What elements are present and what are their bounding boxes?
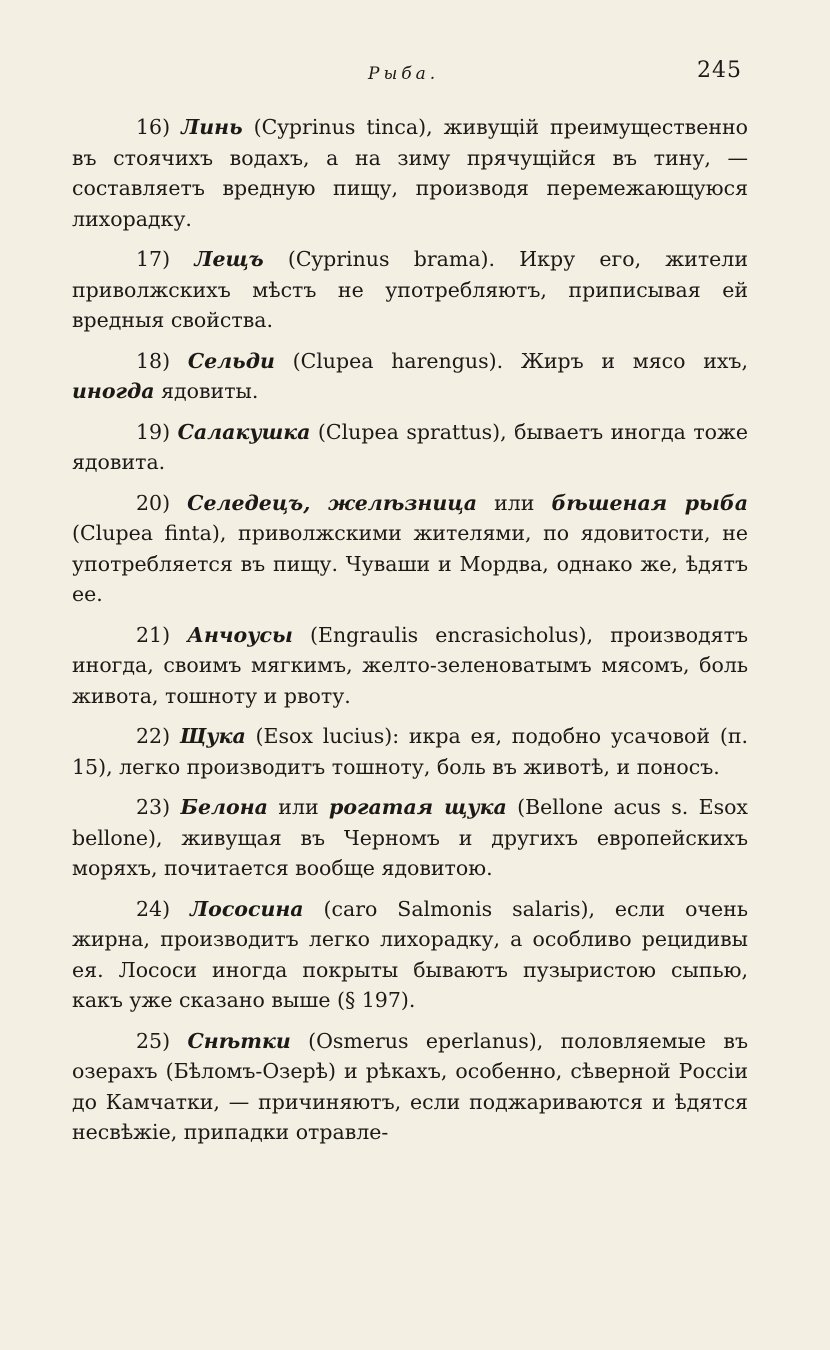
fish-name: Белона	[180, 795, 268, 819]
fish-name: Анчоусы	[187, 622, 293, 647]
entry-text: (caro Salmonis salaris), если очень жирна, производитъ легко лихорадку, а особливо рецидивы ея. Лососи иногда покрыты бываютъ пузыристою сыпью, какъ уже сказано выше (§ 197).	[72, 896, 748, 1012]
entry-number: 23)	[136, 795, 171, 819]
entry-number: 16)	[136, 115, 171, 139]
entry-text: (Clupea sprattus), бываетъ иногда тоже ядовита.	[72, 419, 748, 474]
fish-name: Сельди	[187, 348, 275, 373]
fish-name-alt: бѣшеная рыба	[551, 490, 748, 515]
entry-number: 24)	[136, 896, 171, 921]
page-number: 245	[697, 58, 742, 83]
fish-name: Лещъ	[194, 247, 264, 271]
fish-name: Линь	[181, 115, 243, 139]
emphasis: иногда	[72, 379, 155, 403]
entry-18	[72, 346, 748, 407]
entry-24	[72, 894, 748, 1016]
entry-text: или	[477, 490, 552, 515]
body-text	[72, 112, 748, 1158]
entry-number: 19)	[136, 419, 171, 444]
entry-text: (Cyprinus tinca), живущій преимущественно въ стоячихъ водахъ, а на зиму прячущійся въ тину, — составляетъ вредную пищу, производя перемежающуюся лихорадку.	[72, 115, 748, 231]
entry-22	[72, 721, 748, 782]
fish-name-alt: рогатая щука	[328, 795, 507, 819]
entry-text: или	[267, 795, 329, 819]
entry-21	[72, 620, 748, 712]
fish-name: Снѣтки	[187, 1028, 291, 1053]
entry-19	[72, 417, 748, 478]
entry-text: (Esox lucius): икра ея, подобно усачовой (п. 15), легко производитъ тошноту, боль въ животѣ, и поносъ.	[72, 724, 748, 779]
entry-number: 18)	[136, 348, 171, 373]
running-head	[0, 58, 830, 92]
entry-number: 21)	[136, 622, 171, 647]
entry-16	[72, 112, 748, 234]
entry-25	[72, 1026, 748, 1148]
entry-number: 22)	[136, 724, 171, 748]
entry-text: (Cyprinus brama). Икру его, жители приволжскихъ мѣстъ не употребляютъ, приписывая ей вредныя свойства.	[72, 247, 748, 332]
fish-name: Салакушка	[177, 419, 311, 444]
entry-number: 17)	[136, 247, 171, 271]
entry-number: 20)	[136, 490, 171, 515]
running-title: Рыба.	[368, 64, 440, 84]
entry-23	[72, 792, 748, 884]
entry-20	[72, 488, 748, 610]
entry-17	[72, 244, 748, 336]
fish-name: Селедецъ, желѣзница	[187, 490, 478, 515]
entry-text-cont: (Bellone acus s. Esox bellone), живущая въ Черномъ и другихъ европейскихъ моряхъ, почитается вообще ядовитою.	[72, 795, 748, 880]
entry-text: (Engraulis encrasicholus), производятъ иногда, своимъ мягкимъ, желто-зеленоватымъ мясомъ, боль живота, тошноту и рвоту.	[72, 622, 748, 708]
entry-number: 25)	[136, 1028, 171, 1053]
fish-name: Лососина	[190, 896, 304, 921]
entry-text-cont: (Clupea finta), приволжскими жителями, по ядовитости, не употребляется въ пищу. Чуваши и Мордва, однако же, ѣдятъ ее.	[72, 521, 748, 606]
fish-name: Щука	[179, 724, 246, 748]
entry-text-cont: ядовиты.	[154, 379, 259, 403]
entry-text: (Clupea harengus). Жиръ и мясо ихъ,	[274, 348, 748, 373]
entry-text: (Osmerus eperlanus), половляемые въ озерахъ (Бѣломъ-Озерѣ) и рѣкахъ, особенно, сѣверной Россіи до Камчатки, — причиняютъ, если поджариваются и ѣдятся несвѣжіе, припадки отравле-	[72, 1028, 748, 1144]
